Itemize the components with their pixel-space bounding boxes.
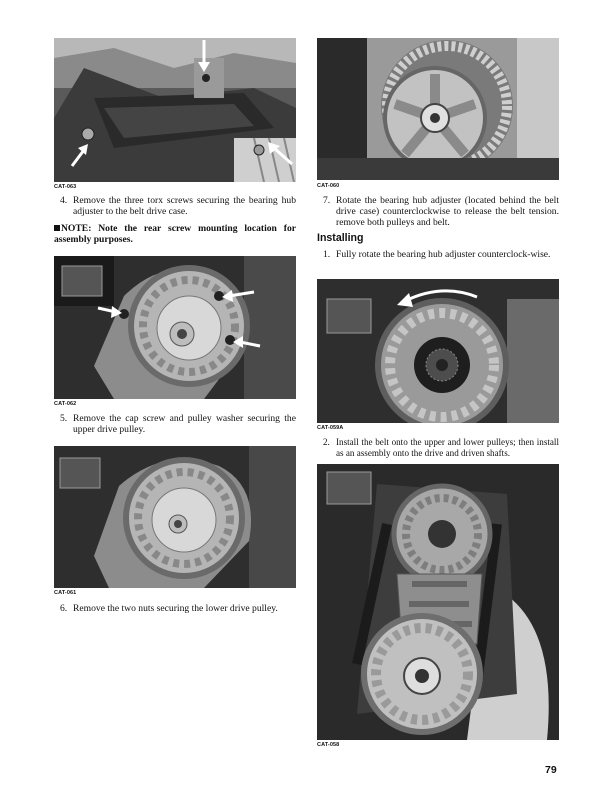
lower-pulley-photo bbox=[54, 446, 296, 588]
belt-assembly-photo bbox=[317, 464, 559, 740]
install-step-1 bbox=[323, 249, 559, 260]
caption-cat-062: CAT-062 bbox=[54, 401, 77, 407]
step-7 bbox=[323, 195, 559, 229]
caption-cat-063: CAT-063 bbox=[54, 184, 77, 190]
photo-cat-062 bbox=[54, 256, 296, 399]
caption-cat-059a: CAT-059A bbox=[317, 425, 344, 431]
photo-cat-063 bbox=[54, 38, 296, 182]
hub-adjuster-photo bbox=[317, 279, 559, 423]
note-text: NOTE: Note the rear screw mounting location for assembly purposes. bbox=[54, 223, 296, 246]
caption-cat-061: CAT-061 bbox=[54, 590, 77, 596]
photo-cat-058 bbox=[317, 464, 559, 740]
caption-cat-058: CAT-058 bbox=[317, 742, 340, 748]
pulley-removed-photo bbox=[317, 38, 559, 180]
step-text: Install the belt onto the upper and lower pulleys; then install as an assembly onto the drive and driven shafts. bbox=[336, 437, 559, 458]
step-number: 4. bbox=[60, 195, 68, 206]
photo-cat-061 bbox=[54, 446, 296, 588]
photo-cat-060 bbox=[317, 38, 559, 180]
step-5 bbox=[60, 413, 296, 435]
step-6 bbox=[60, 603, 296, 614]
caption-cat-060: CAT-060 bbox=[317, 183, 340, 189]
step-number: 7. bbox=[323, 195, 331, 206]
upper-pulley-photo bbox=[54, 256, 296, 399]
note-rear-screw bbox=[54, 223, 296, 245]
step-text: Remove the three torx screws securing the bearing hub adjuster to the belt drive case. bbox=[73, 195, 296, 218]
note-square-icon bbox=[54, 225, 60, 231]
install-step-2 bbox=[323, 437, 559, 458]
step-number: 5. bbox=[60, 413, 68, 424]
step-number: 6. bbox=[60, 603, 68, 614]
page-number: 79 bbox=[545, 764, 557, 776]
step-text: Remove the two nuts securing the lower drive pulley. bbox=[73, 603, 278, 614]
step-text: Rotate the bearing hub adjuster (located behind the belt drive case) counterclockwise to release the belt tension. remove both pulleys and belt. bbox=[336, 195, 559, 229]
step-text: Fully rotate the bearing hub adjuster counterclock-wise. bbox=[336, 249, 551, 260]
photo-cat-059a bbox=[317, 279, 559, 423]
step-number: 2. bbox=[323, 437, 330, 447]
belt-case-photo bbox=[54, 38, 296, 182]
step-4 bbox=[60, 195, 296, 217]
section-heading-installing: Installing bbox=[317, 232, 364, 244]
step-number: 1. bbox=[323, 249, 331, 260]
step-text: Remove the cap screw and pulley washer securing the upper drive pulley. bbox=[73, 413, 296, 436]
